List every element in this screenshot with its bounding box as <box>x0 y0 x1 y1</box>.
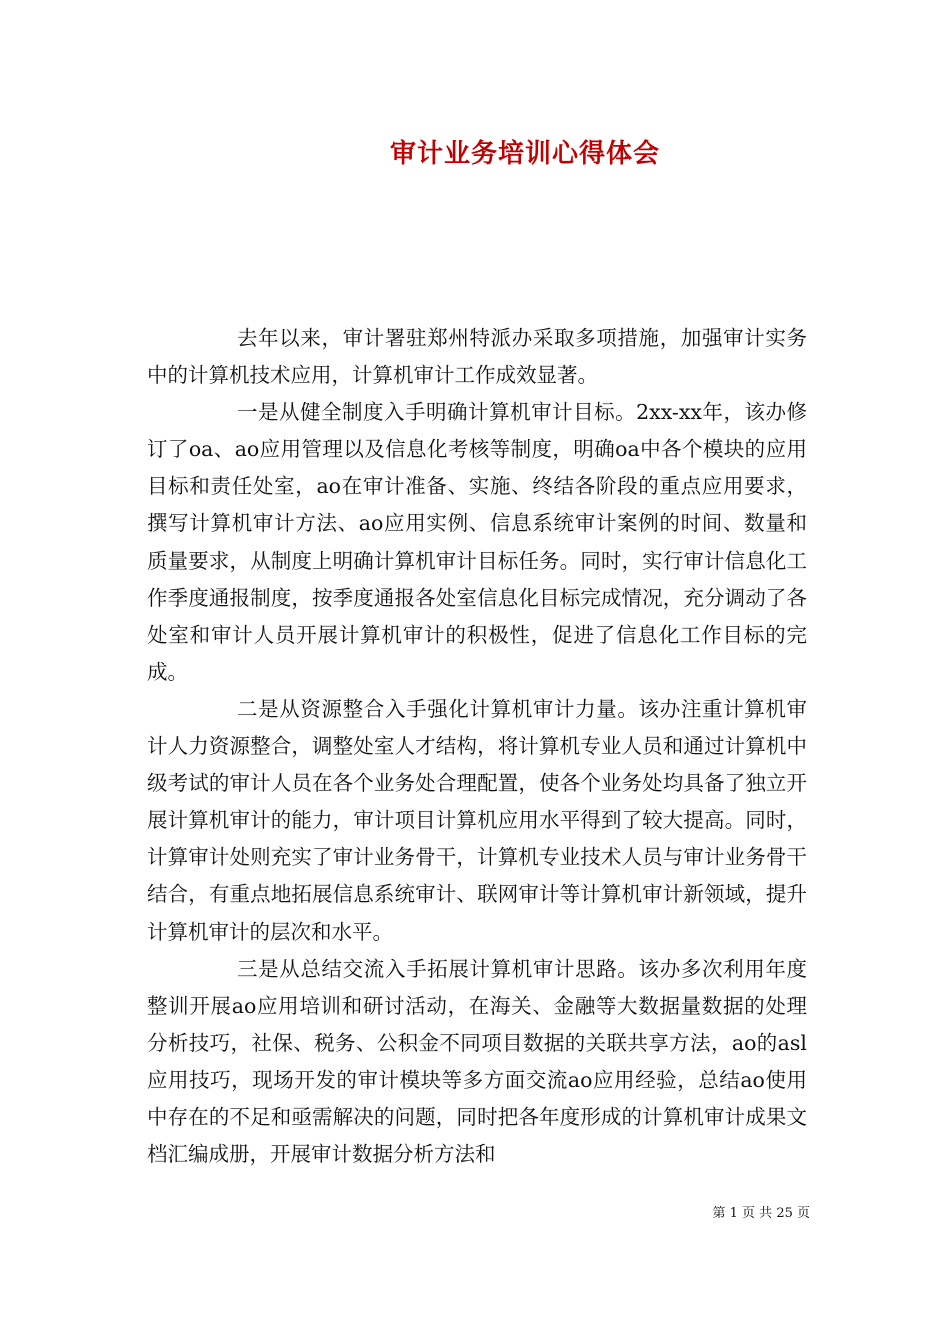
document-body <box>147 320 807 1173</box>
paragraph-two: 二是从资源整合入手强化计算机审计力量。该办注重计算机审计人力资源整合，调整处室人才结构，将计算机专业人员和通过计算机中级考试的审计人员在各个业务处合理配置，使各个业务处均具备了独立开展计算机审计的能力，审计项目计算机应用水平得到了较大提高。同时，计算审计处则充实了审计业务骨干，计算机专业技术人员与审计业务骨干结合，有重点地拓展信息系统审计、联网审计等计算机审计新领域，提升计算机审计的层次和水平。 <box>147 696 807 944</box>
page-title: 审计业务培训心得体会 <box>389 139 660 169</box>
paragraph-one: 一是从健全制度入手明确计算机审计目标。2xx-xx年，该办修订了oa、ao应用管理以及信息化考核等制度，明确oa中各个模块的应用目标和责任处室，ao在审计准备、实施、终结各阶段的重点应用要求，撰写计算机审计方法、ao应用实例、信息系统审计案例的时间、数量和质量要求，从制度上明确计算机审计目标任务。同时，实行审计信息化工作季度通报制度，按季度通报各处室信息化目标完成情况，充分调动了各处室和审计人员开展计算机审计的积极性，促进了信息化工作目标的完成。 <box>147 400 807 684</box>
paragraph-three: 三是从总结交流入手拓展计算机审计思路。该办多次利用年度整训开展ao应用培训和研讨活动，在海关、金融等大数据量数据的处理分析技巧，社保、税务、公积金不同项目数据的关联共享方法，ao的asl应用技巧，现场开发的审计模块等多方面交流ao应用经验，总结ao使用中存在的不足和亟需解决的问题，同时把各年度形成的计算机审计成果文档汇编成册，开展审计数据分析方法和 <box>147 956 807 1167</box>
page-footer: 第 1 页 共 25 页 <box>712 1206 810 1221</box>
paragraph-intro: 去年以来，审计署驻郑州特派办采取多项措施，加强审计实务中的计算机技术应用，计算机审计工作成效显著。 <box>147 326 807 388</box>
